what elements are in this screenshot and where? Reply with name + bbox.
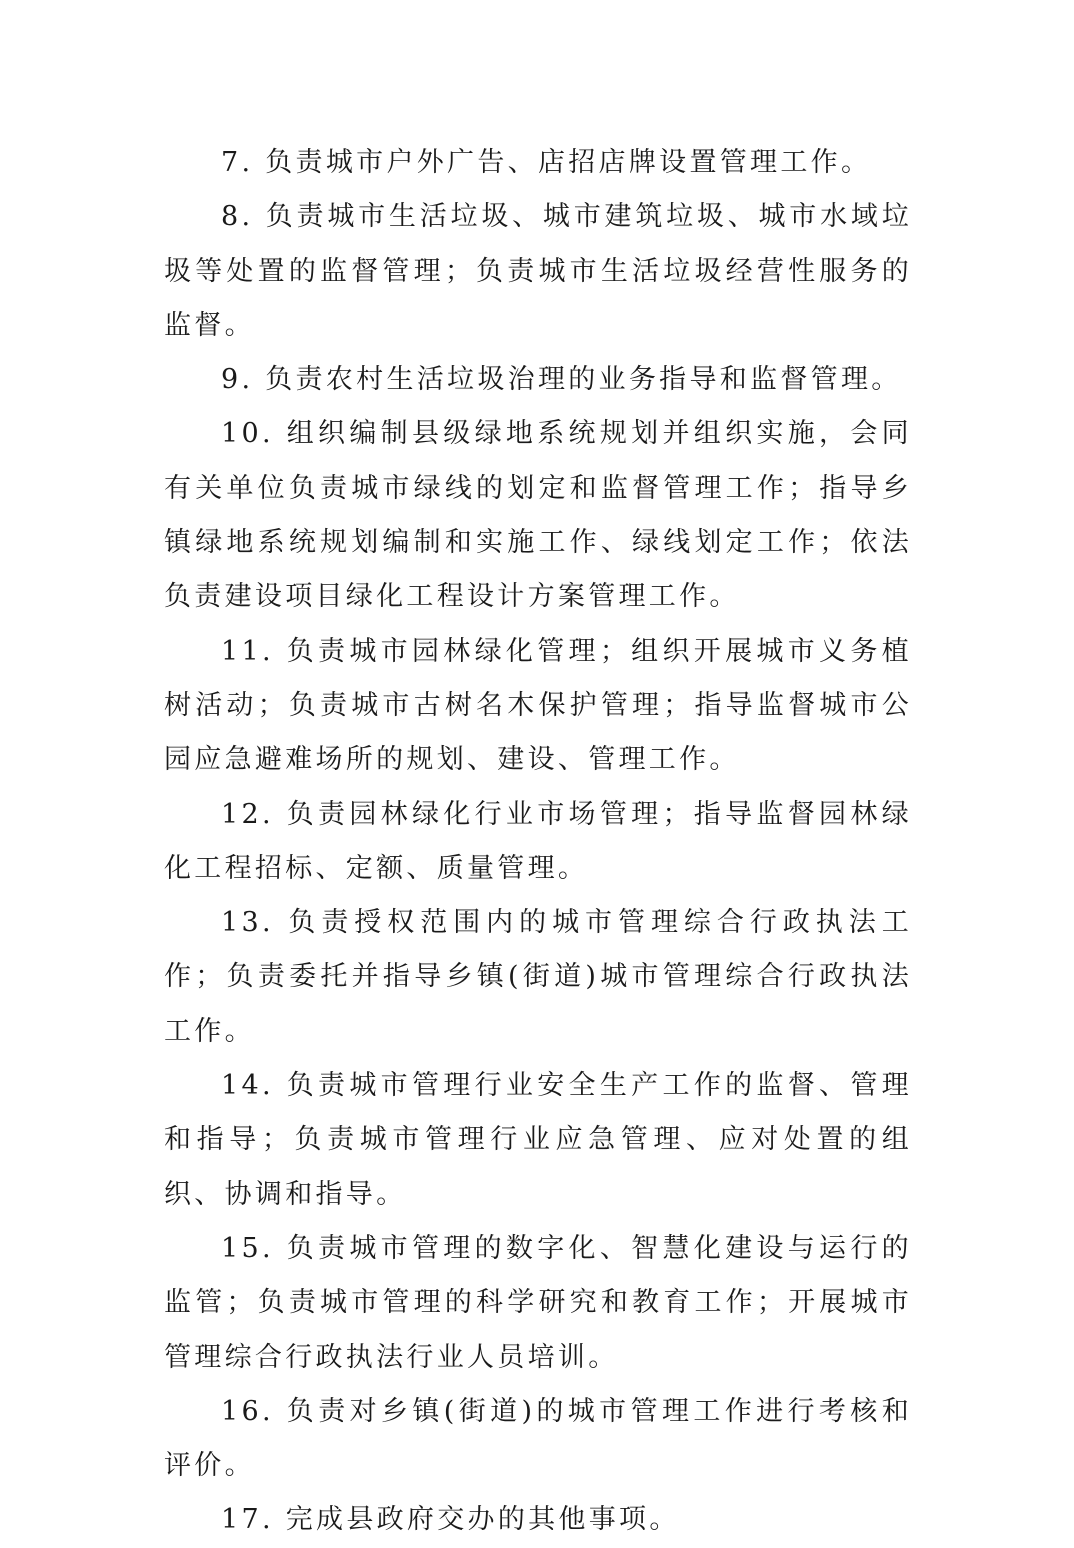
paragraph-item-16: 16. 负责对乡镇(街道)的城市管理工作进行考核和评价。 — [164, 1395, 912, 1482]
paragraph-item-13: 13. 负责授权范围内的城市管理综合行政执法工作；负责委托并指导乡镇(街道)城市管理综合行政执法工作。 — [164, 907, 912, 1047]
paragraph-item-7: 7. 负责城市户外广告、店招店牌设置管理工作。 — [221, 147, 872, 178]
paragraph-item-12: 12. 负责园林绿化行业市场管理；指导监督园林绿化工程招标、定额、质量管理。 — [164, 798, 912, 884]
paragraph-item-10: 10. 组织编制县级绿地系统规划并组织实施，会同有关单位负责城市绿线的划定和监督管理工作；指导乡镇绿地系统规划编制和实施工作、绿线划定工作；依法负责建设项目绿化工程设计方案管理工作。 — [164, 418, 912, 613]
paragraph-item-9: 9. 负责农村生活垃圾治理的业务指导和监督管理。 — [221, 364, 902, 396]
paragraph-item-14: 14. 负责城市管理行业安全生产工作的监督、管理和指导；负责城市管理行业应急管理、应对处置的组织、协调和指导。 — [164, 1070, 912, 1210]
paragraph-item-8: 8. 负责城市生活垃圾、城市建筑垃圾、城市水域垃圾等处置的监督管理；负责城市生活垃圾经营性服务的监督。 — [164, 201, 912, 341]
paragraph-item-15: 15. 负责城市管理的数字化、智慧化建设与运行的监管；负责城市管理的科学研究和教育工作；开展城市管理综合行政执法行业人员培训。 — [164, 1232, 912, 1373]
paragraph-item-11: 11. 负责城市园林绿化管理；组织开展城市义务植树活动；负责城市古树名木保护管理；指导监督城市公园应急避难场所的规划、建设、管理工作。 — [164, 635, 912, 776]
paragraph-item-17: 17. 完成县政府交办的其他事项。 — [221, 1504, 680, 1536]
document-body — [164, 136, 912, 1548]
